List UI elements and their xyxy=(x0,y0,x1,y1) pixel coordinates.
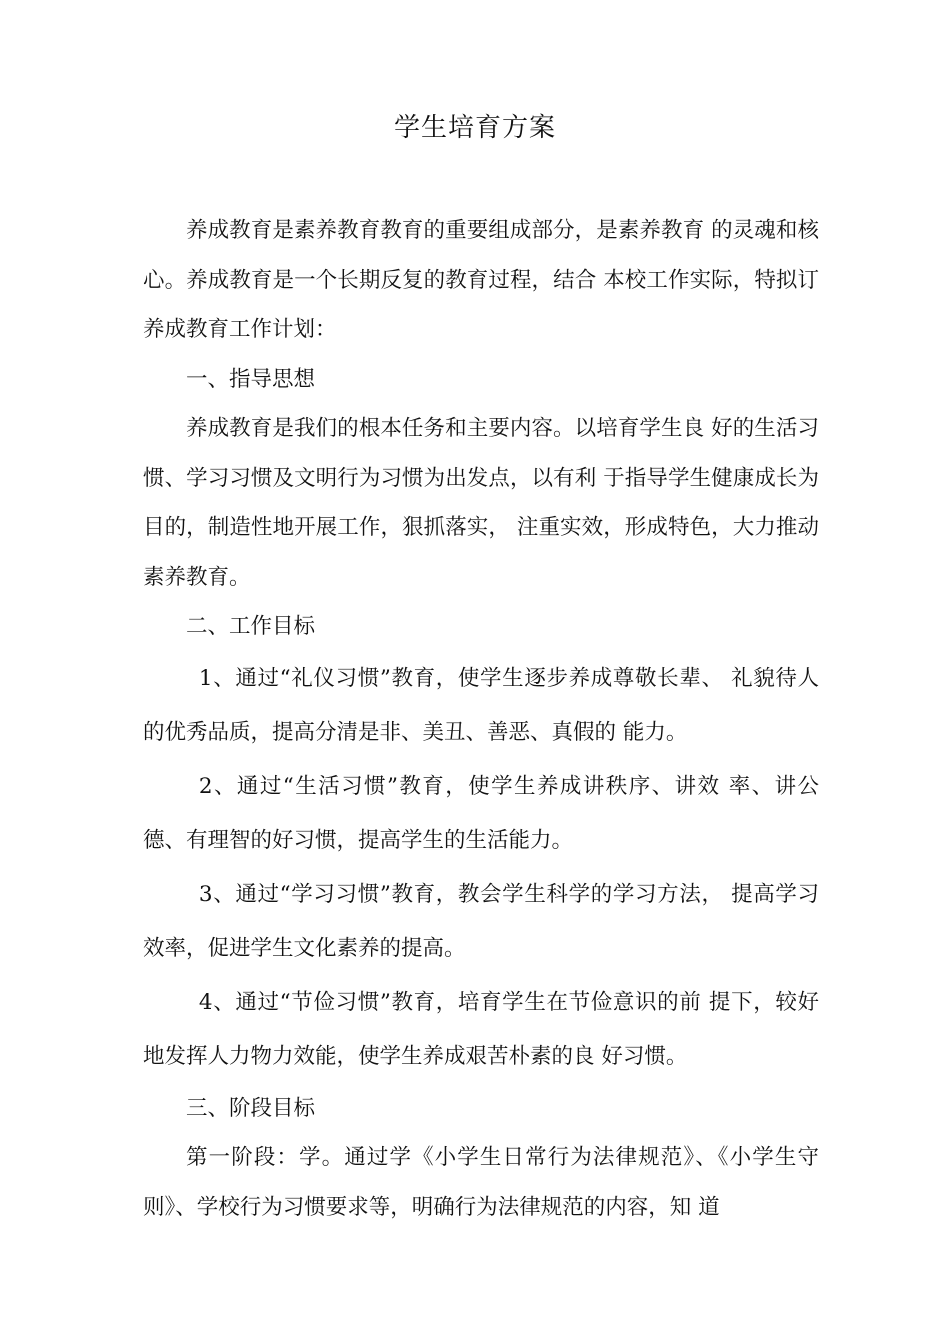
section-heading-guiding-thought: 一、指导思想 xyxy=(186,366,316,392)
stage-one-paragraph: 第一阶段：学。通过学《小学生日常行为法律规范》、《小学生守则》、学校行为习惯要求等，明确行为法律规范的内容，知 道 xyxy=(143,1145,819,1220)
section-heading-work-goals: 二、工作目标 xyxy=(186,614,316,639)
document-body xyxy=(143,206,819,1232)
work-goal-item-4: 4、通过“节俭习惯”教育，培育学生在节俭意识的前 提下，较好地发挥人力物力效能，使学生养成艰苦朴素的良 好习惯。 xyxy=(143,989,819,1069)
document-title: 学生培育方案 xyxy=(393,113,556,143)
work-goal-item-3: 3、通过“学习习惯”教育，教会学生科学的学习方法， 提高学习效率，促进学生文化素养的提高。 xyxy=(143,881,819,961)
section-heading-stage-goals: 三、阶段目标 xyxy=(186,1095,316,1121)
intro-paragraph: 养成教育是素养教育教育的重要组成部分，是素养教育 的灵魂和核心。养成教育是一个长期反复的教育过程，结合 本校工作实际，特拟订养成教育工作计划： xyxy=(143,218,819,342)
work-goal-item-1: 1、通过“礼仪习惯”教育，使学生逐步养成尊敬长辈、 礼貌待人的优秀品质，提高分清是非、美丑、善恶、真假的 能力。 xyxy=(143,665,819,745)
work-goal-item-2: 2、通过“生活习惯”教育，使学生养成讲秩序、讲效 率、讲公德、有理智的好习惯，提高学生的生活能力。 xyxy=(143,773,819,853)
guiding-thought-paragraph: 养成教育是我们的根本任务和主要内容。以培育学生良 好的生活习惯、学习习惯及文明行为习惯为出发点，以有利 于指导学生健康成长为目的，制造性地开展工作，狠抓落实， 注重实效，形成特色，大力推动素养教育。 xyxy=(143,416,819,590)
